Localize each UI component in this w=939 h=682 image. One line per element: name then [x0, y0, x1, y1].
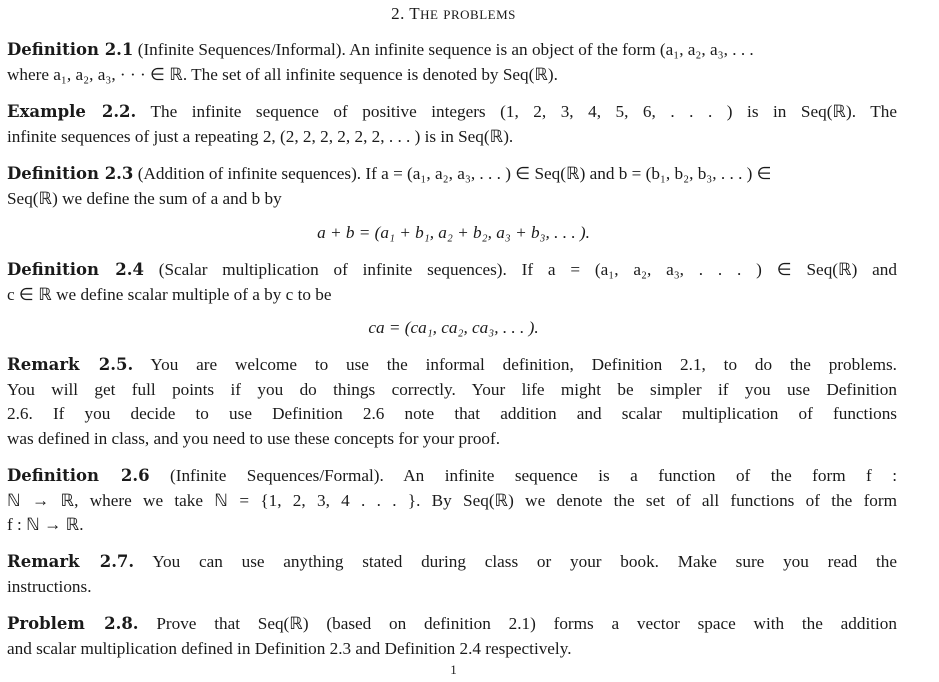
remark-2-5-line-1: Remark 2.5. You are welcome to use the informal definition, Definition 2.1, to do the problems.: [7, 355, 897, 374]
remark-2-5-label: Remark 2.5.: [7, 355, 134, 374]
definition-2-4-label: Definition 2.4: [7, 260, 144, 279]
remark-2-7: [7, 550, 897, 599]
equation-scalar: ca = (ca₁, ca₂, ca₃, . . . ).: [368, 318, 539, 337]
remark-2-7-line-2: instructions.: [7, 576, 92, 596]
remark-2-7-line-1: Remark 2.7. You can use anything stated during class or your book. Make sure you read the: [7, 552, 897, 571]
definition-2-3-label: Definition 2.3: [7, 164, 134, 183]
section-title: 2. THE PROBLEMS: [391, 4, 516, 23]
definition-2-6-line-1: Definition 2.6 (Infinite Sequences/Formal). An infinite sequence is a function of the form f :: [7, 466, 897, 485]
definition-2-6-label: Definition 2.6: [7, 466, 150, 485]
page-number: 1: [450, 662, 457, 677]
remark-2-7-label: Remark 2.7.: [7, 552, 135, 571]
definition-2-4-line-1: Definition 2.4 (Scalar multiplication of infinite sequences). If a = (a₁, a₂, a₃, . . . ) ∈ Seq(ℝ) and: [7, 260, 897, 279]
definition-2-6-line-3: f : ℕ → ℝ.: [7, 515, 84, 534]
definition-2-3-line-1: Definition 2.3 (Addition of infinite sequences). If a = (a₁, a₂, a₃, . . . ) ∈ Seq(ℝ) and b = (b₁, b₂, b₃, . . . ) ∈: [7, 164, 772, 183]
definition-2-6-line-2: ℕ → ℝ, where we take ℕ = {1, 2, 3, 4 . . . }. By Seq(ℝ) we denote the set of all functions of the form: [7, 490, 897, 510]
definition-2-4: [7, 258, 897, 307]
problem-2-8-line-2: and scalar multiplication defined in Definition 2.3 and Definition 2.4 respectively.: [7, 638, 572, 658]
definition-2-4-line-2: c ∈ ℝ we define scalar multiple of a by c to be: [7, 284, 332, 304]
problem-2-8-line-1: Problem 2.8. Prove that Seq(ℝ) (based on definition 2.1) forms a vector space with the addition: [7, 614, 897, 633]
definition-2-6: [7, 464, 897, 538]
definition-2-1-label: Definition 2.1: [7, 40, 134, 59]
remark-2-5: [7, 353, 897, 451]
example-2-2-line-1: Example 2.2. The infinite sequence of positive integers (1, 2, 3, 4, 5, 6, . . . ) is in Seq(ℝ). The: [7, 102, 897, 121]
definition-2-1-line-1: Definition 2.1 (Infinite Sequences/Informal). An infinite sequence is an object of the form (a₁, a₂, a₃, . . .: [7, 40, 754, 59]
definition-2-1-line-2: where a₁, a₂, a₃, · · · ∈ ℝ. The set of all infinite sequence is denoted by Seq(ℝ).: [7, 64, 558, 84]
definition-2-3-line-2: Seq(ℝ) we define the sum of a and b by: [7, 188, 282, 208]
example-2-2: [7, 100, 897, 149]
problem-2-8: [7, 612, 897, 661]
remark-2-5-line-3: 2.6. If you decide to use Definition 2.6 note that addition and scalar multiplication of functions: [7, 404, 897, 423]
example-2-2-label: Example 2.2.: [7, 102, 137, 121]
example-2-2-line-2: infinite sequences of just a repeating 2, (2, 2, 2, 2, 2, 2, . . . ) is in Seq(ℝ).: [7, 126, 514, 146]
remark-2-5-line-2: You will get full points if you do things correctly. Your life might be simpler if you use Definition: [7, 379, 897, 399]
equation-sum: a + b = (a₁ + b₁, a₂ + b₂, a₃ + b₃, . . . ).: [317, 223, 590, 242]
remark-2-5-line-4: was defined in class, and you need to use these concepts for your proof.: [7, 428, 501, 448]
definition-2-1: [7, 38, 897, 87]
problem-2-8-label: Problem 2.8.: [7, 614, 139, 633]
definition-2-3: [7, 162, 897, 211]
